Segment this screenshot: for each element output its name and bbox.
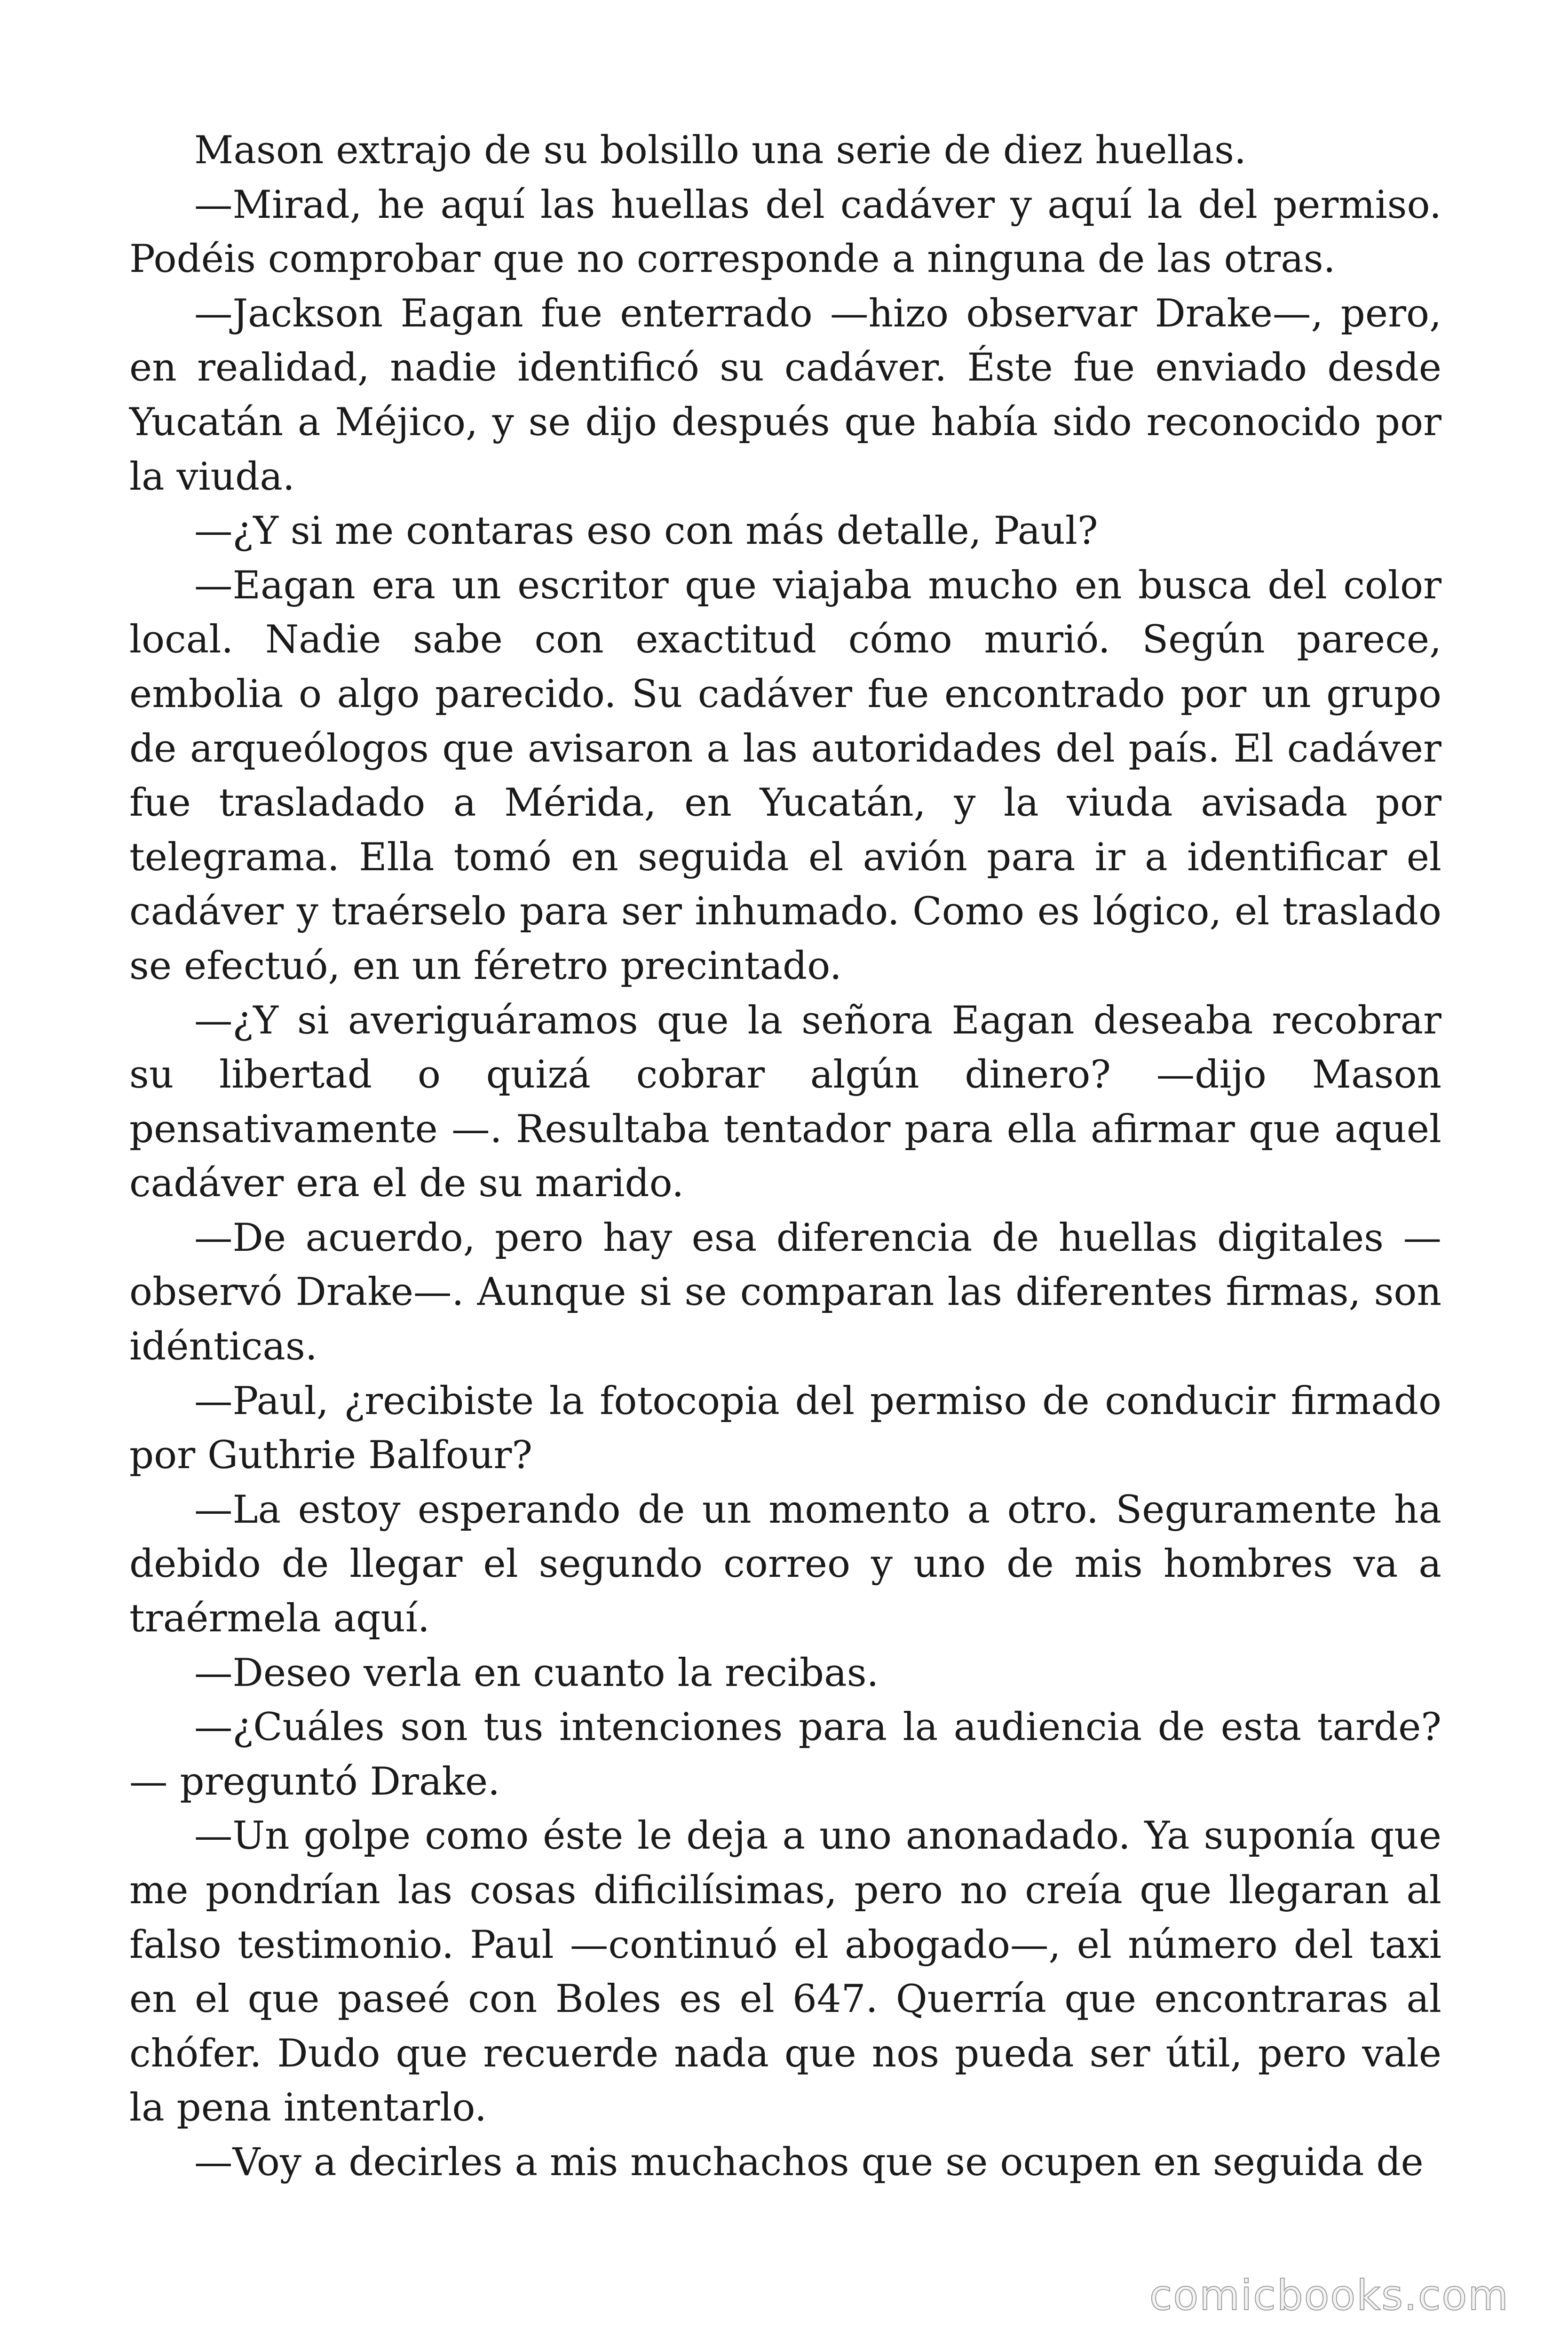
paragraph-3: —Jackson Eagan fue enterrado —hizo observar Drake—, pero, en realidad, nadie identificó su cadáver. Éste fue enviado desde Yucatán a Méjico, y se dijo después que había sido reconocido por la viuda.: [129, 291, 1441, 499]
paragraph-7: —De acuerdo, pero hay esa diferencia de huellas digitales — observó Drake—. Aunque si se comparan las diferentes firmas, son idénticas.: [129, 1215, 1441, 1369]
watermark-text: comicbooks.com: [1149, 2271, 1509, 2320]
paragraph-5: —Eagan era un escritor que viajaba mucho en busca del color local. Nadie sabe con exactitud cómo murió. Según parece, embolia o algo parecido. Su cadáver fue encontrado por un grupo de arqueólogos que avisaron a las autoridades del país. El cadáver fue trasladado a Mérida, en Yucatán, y la viuda avisada por telegrama. Ella tomó en seguida el avión para ir a identificar el cadáver y traérselo para ser inhumado. Como es lógico, el traslado se efectuó, en un féretro precintado.: [129, 563, 1441, 988]
paragraph-11: —¿Cuáles son tus intenciones para la audiencia de esta tarde? — preguntó Drake.: [129, 1705, 1441, 1804]
paragraph-10: —Deseo verla en cuanto la recibas.: [194, 1650, 879, 1695]
paragraph-12: —Un golpe como éste le deja a uno anonadado. Ya suponía que me pondrían las cosas dificilísimas, pero no creía que llegaran al falso testimonio. Paul —continuó el abogado—, el número del taxi en el que paseé con Boles es el 647. Querría que encontraras al chófer. Dudo que recuerde nada que nos pueda ser útil, pero vale la pena intentarlo.: [129, 1813, 1441, 2130]
paragraph-4: —¿Y si me contaras eso con más detalle, Paul?: [194, 509, 1098, 554]
paragraph-13: —Voy a decirles a mis muchachos que se ocupen en seguida de: [194, 2139, 1424, 2185]
paragraph-9: —La estoy esperando de un momento a otro. Seguramente ha debido de llegar el segundo correo y uno de mis hombres va a traérmela aquí.: [129, 1487, 1441, 1641]
paragraph-1: Mason extrajo de su bolsillo una serie de diez huellas.: [194, 128, 1246, 173]
paragraph-2: —Mirad, he aquí las huellas del cadáver y aquí la del permiso. Podéis comprobar que no corresponde a ninguna de las otras.: [129, 182, 1441, 282]
paragraph-8: —Paul, ¿recibiste la fotocopia del permiso de conducir firmado por Guthrie Balfour?: [129, 1378, 1441, 1478]
page-body-text: [129, 123, 1441, 2190]
paragraph-6: —¿Y si averiguáramos que la señora Eagan deseaba recobrar su libertad o quizá cobrar algún dinero? —dijo Mason pensativamente —. Resultaba tentador para ella afirmar que aquel cadáver era el de su marido.: [129, 998, 1441, 1206]
